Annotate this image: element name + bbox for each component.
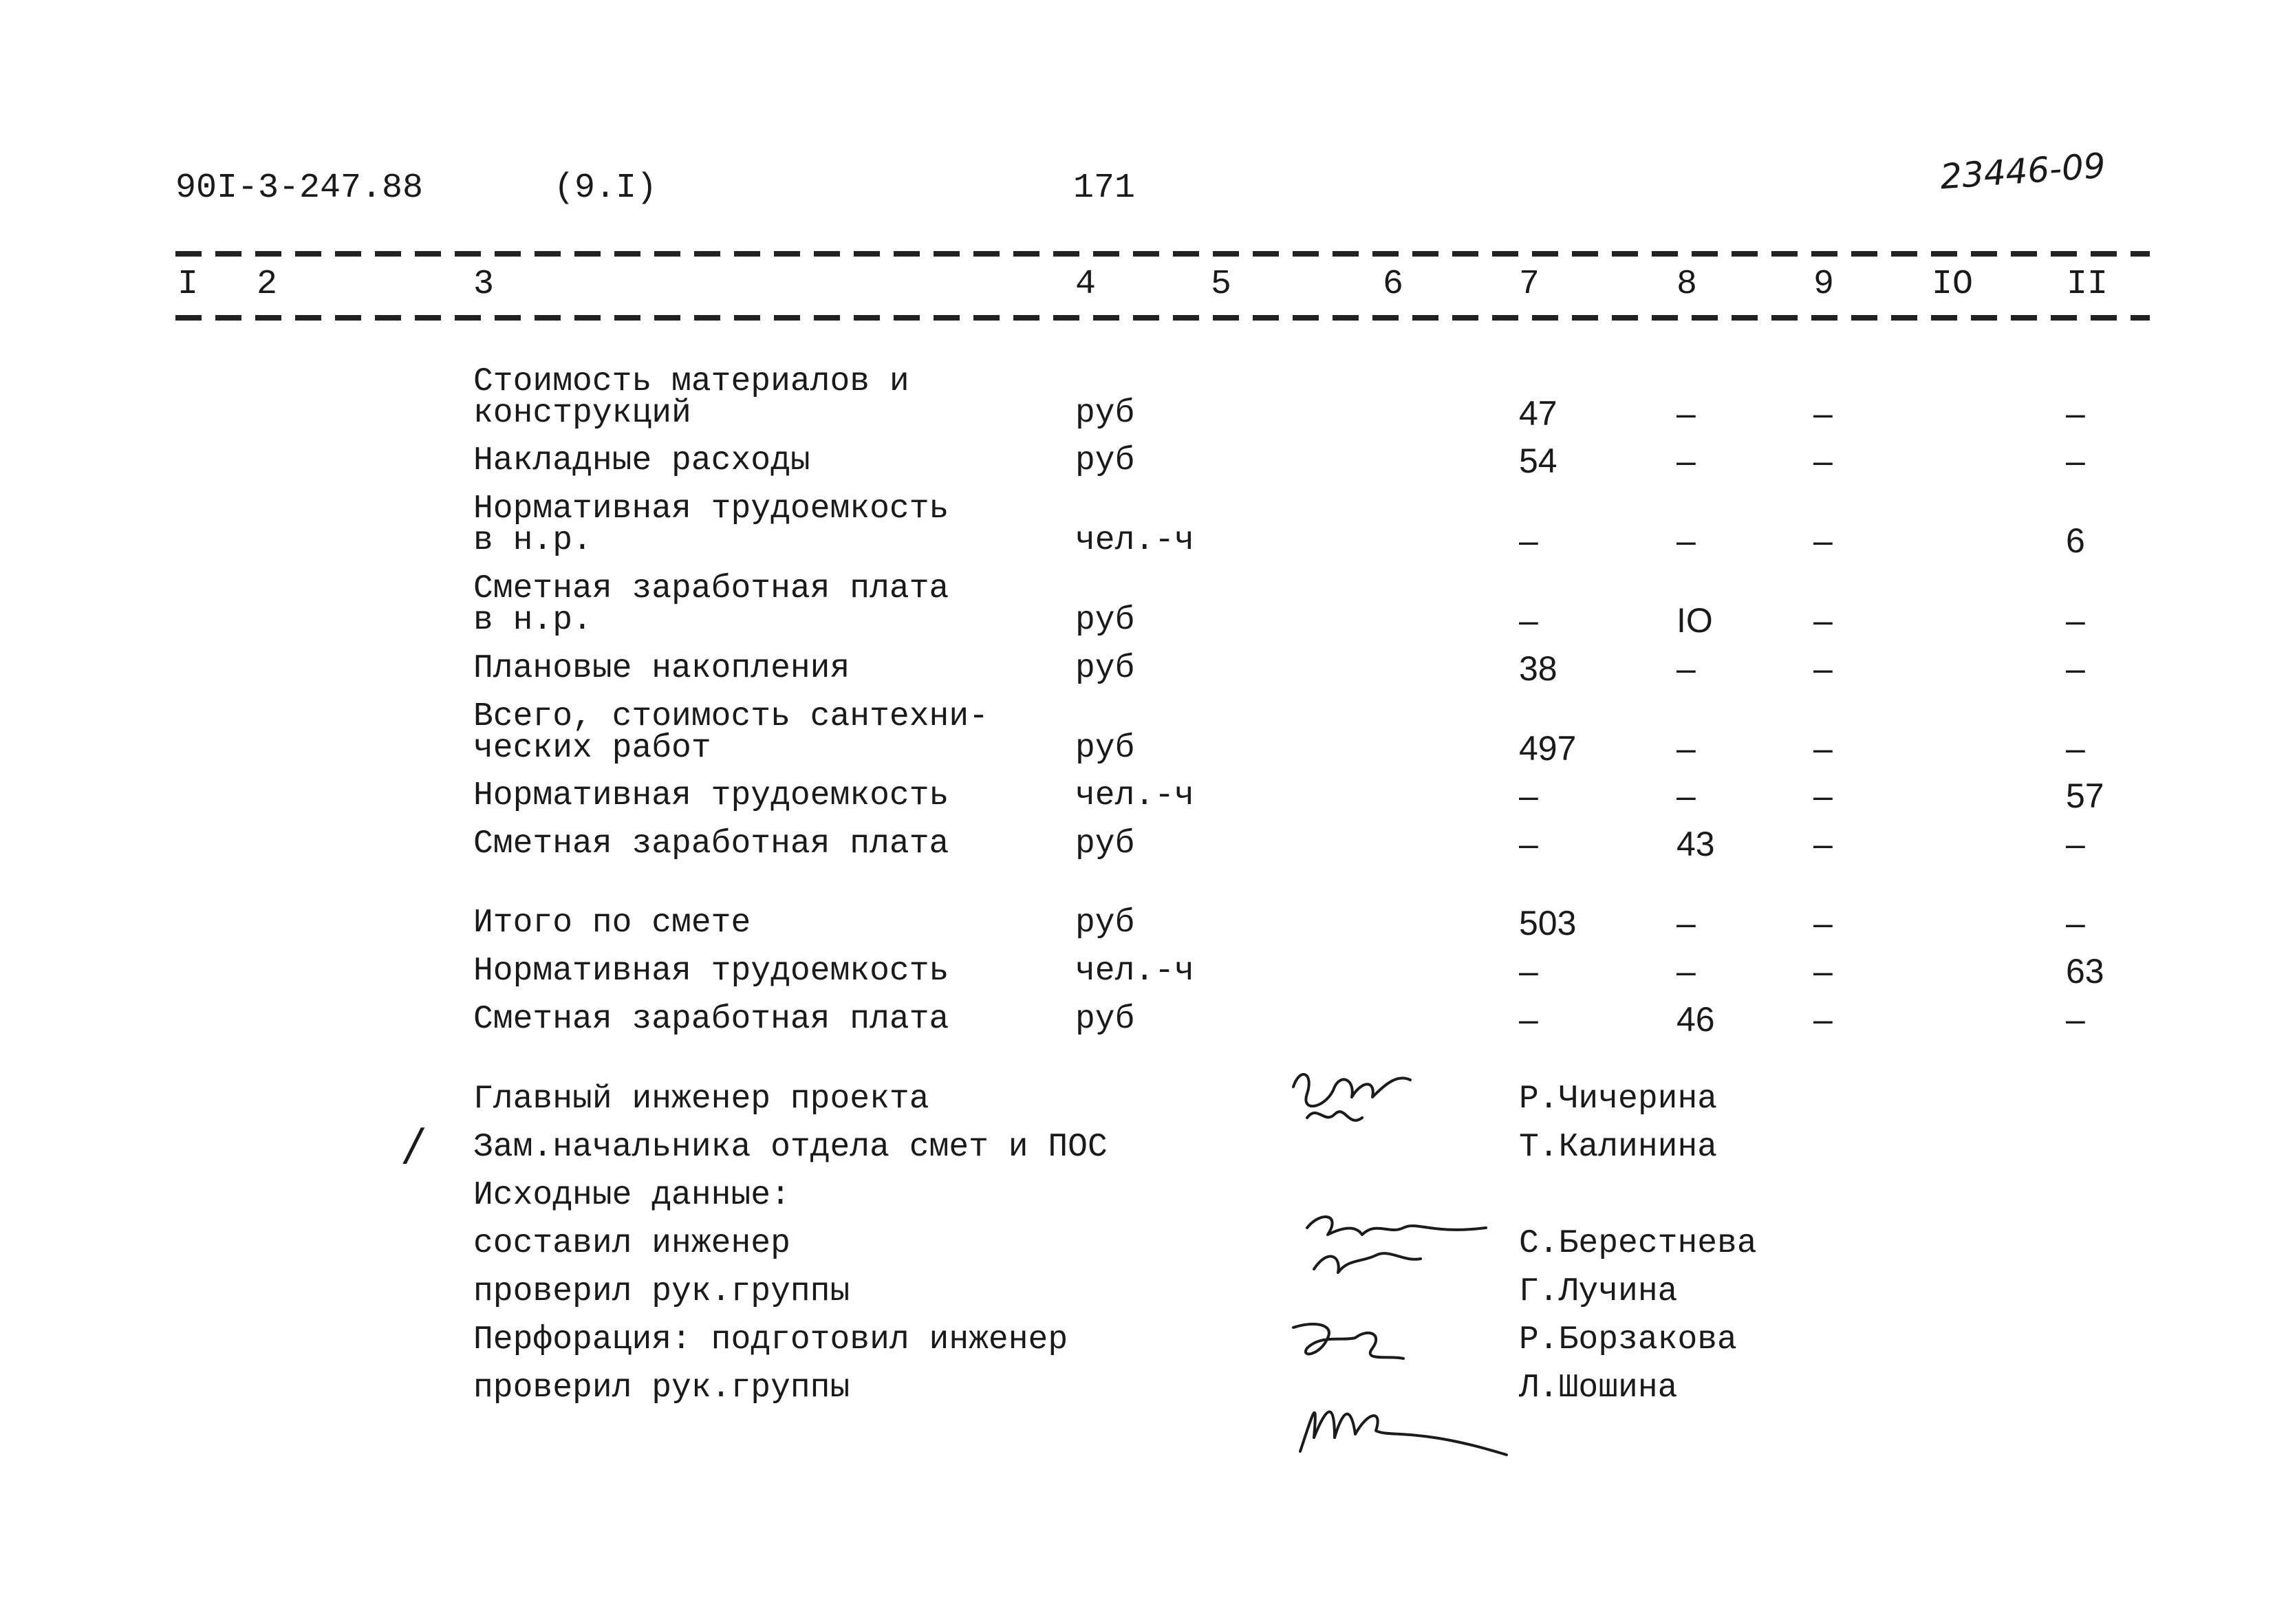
- col-number-11: II: [2067, 265, 2109, 304]
- section-number: (9.I): [554, 169, 658, 208]
- row-name-line-1: Сметная заработная плата: [473, 1001, 949, 1038]
- row-unit: руб: [1075, 825, 1135, 863]
- signatory-name: Р.Борзакова: [1519, 1321, 1737, 1358]
- signatory-role: Зам.начальника отдела смет и ПОС: [473, 1129, 1108, 1166]
- handwritten-signature-borzakova-shoshina: [1280, 1307, 1527, 1472]
- row-name-line-2: конструкций: [473, 395, 691, 432]
- row-col9-value: –: [1813, 825, 1833, 863]
- row-name-line-1: Стоимость материалов и: [473, 363, 909, 400]
- col-number-3: 3: [473, 265, 495, 304]
- row-unit: руб: [1075, 442, 1135, 479]
- total-row-name: Итого по смете: [473, 905, 751, 942]
- row-col8-value: 46: [1676, 1000, 1715, 1039]
- row-col9-value: –: [1813, 1000, 1833, 1039]
- row-col7-value: –: [1519, 777, 1538, 815]
- row-col7-value: –: [1519, 1000, 1538, 1039]
- row-col9-value: –: [1813, 601, 1833, 640]
- row-col7-value: 47: [1519, 394, 1557, 433]
- row-col7-value: –: [1519, 521, 1538, 560]
- row-col7-value: 503: [1519, 904, 1577, 942]
- row-unit: чел.-ч: [1075, 522, 1194, 559]
- row-col9-value: –: [1813, 777, 1833, 815]
- row-col11-value: –: [2066, 904, 2085, 942]
- header-bottom-rule: [175, 315, 2150, 321]
- row-name-line-1: Нормативная трудоемкость: [473, 490, 949, 528]
- col-number-8: 8: [1676, 265, 1698, 304]
- handwritten-signature-berestneva: [1300, 1207, 1493, 1290]
- row-col7-value: 497: [1519, 729, 1577, 768]
- row-unit: руб: [1075, 905, 1135, 942]
- row-col11-value: –: [2066, 729, 2085, 768]
- col-number-10: IO: [1932, 265, 1974, 304]
- row-col8-value: 43: [1676, 825, 1715, 863]
- signatory-role: составил инженер: [473, 1225, 790, 1262]
- col-number-6: 6: [1383, 265, 1404, 304]
- col-number-7: 7: [1519, 265, 1540, 304]
- signatory-role: Перфорация: подготовил инженер: [473, 1321, 1068, 1358]
- row-col9-value: –: [1813, 442, 1833, 480]
- row-unit: чел.-ч: [1075, 777, 1194, 814]
- row-col8-value: –: [1676, 729, 1696, 768]
- row-col11-value: 63: [2066, 952, 2104, 990]
- signatory-role: проверил рук.группы: [473, 1273, 850, 1310]
- row-name-line-1: Нормативная трудоемкость: [473, 777, 949, 814]
- row-col9-value: –: [1813, 521, 1833, 560]
- row-unit: чел.-ч: [1075, 953, 1194, 990]
- row-col9-value: –: [1813, 952, 1833, 990]
- row-col9-value: –: [1813, 649, 1833, 688]
- row-col8-value: –: [1676, 521, 1696, 560]
- row-unit: руб: [1075, 602, 1135, 639]
- header-top-rule: [175, 251, 2150, 257]
- row-col8-value: IO: [1676, 601, 1713, 640]
- row-col7-value: 38: [1519, 649, 1557, 688]
- document-code: 90I-3-247.88: [175, 169, 424, 208]
- row-col7-value: –: [1519, 825, 1538, 863]
- row-col11-value: –: [2066, 394, 2085, 433]
- registration-number: 23446-09: [1939, 145, 2107, 197]
- signatory-name: Р.Чичерина: [1519, 1081, 1718, 1118]
- signatory-role: Исходные данные:: [473, 1177, 790, 1214]
- row-col8-value: –: [1676, 952, 1696, 990]
- row-col11-value: –: [2066, 825, 2085, 863]
- signatory-role: Главный инженер проекта: [473, 1081, 929, 1118]
- row-col11-value: –: [2066, 442, 2085, 480]
- row-col8-value: –: [1676, 904, 1696, 942]
- row-col8-value: –: [1676, 649, 1696, 688]
- page-number: 171: [1073, 169, 1136, 208]
- handwritten-signature-chicherina: [1286, 1059, 1424, 1135]
- signatory-name: Г.Лучина: [1519, 1273, 1678, 1310]
- row-col9-value: –: [1813, 904, 1833, 942]
- row-unit: руб: [1075, 730, 1135, 767]
- row-col11-value: –: [2066, 1000, 2085, 1039]
- margin-mark: /: [406, 1120, 421, 1171]
- row-name-line-1: Сметная заработная плата: [473, 570, 949, 607]
- row-unit: руб: [1075, 395, 1135, 432]
- col-number-1: I: [177, 265, 199, 304]
- signatory-name: С.Берестнева: [1519, 1225, 1757, 1262]
- row-unit: руб: [1075, 1001, 1135, 1038]
- col-number-2: 2: [257, 265, 278, 304]
- row-col11-value: –: [2066, 601, 2085, 640]
- row-col11-value: 6: [2066, 521, 2085, 560]
- signatory-name: Л.Шошина: [1519, 1369, 1678, 1407]
- col-number-5: 5: [1211, 265, 1232, 304]
- signatory-role: проверил рук.группы: [473, 1369, 850, 1407]
- row-name-line-1: Сметная заработная плата: [473, 825, 949, 863]
- col-number-9: 9: [1813, 265, 1835, 304]
- row-name-line-1: Плановые накопления: [473, 650, 850, 687]
- row-name-line-2: в н.р.: [473, 602, 592, 639]
- row-name-line-1: Нормативная трудоемкость: [473, 953, 949, 990]
- row-col9-value: –: [1813, 729, 1833, 768]
- row-name-line-2: ческих работ: [473, 730, 711, 767]
- row-name-line-1: Всего, стоимость сантехни-: [473, 698, 989, 735]
- row-col9-value: –: [1813, 394, 1833, 433]
- row-col7-value: –: [1519, 952, 1538, 990]
- row-col7-value: 54: [1519, 442, 1557, 480]
- row-col7-value: –: [1519, 601, 1538, 640]
- row-name-line-1: Накладные расходы: [473, 442, 810, 479]
- col-number-4: 4: [1075, 265, 1097, 304]
- row-col11-value: 57: [2066, 777, 2104, 815]
- signatory-name: Т.Калинина: [1519, 1129, 1718, 1166]
- row-col11-value: –: [2066, 649, 2085, 688]
- row-col8-value: –: [1676, 442, 1696, 480]
- row-col8-value: –: [1676, 777, 1696, 815]
- row-col8-value: –: [1676, 394, 1696, 433]
- row-name-line-2: в н.р.: [473, 522, 592, 559]
- row-unit: руб: [1075, 650, 1135, 687]
